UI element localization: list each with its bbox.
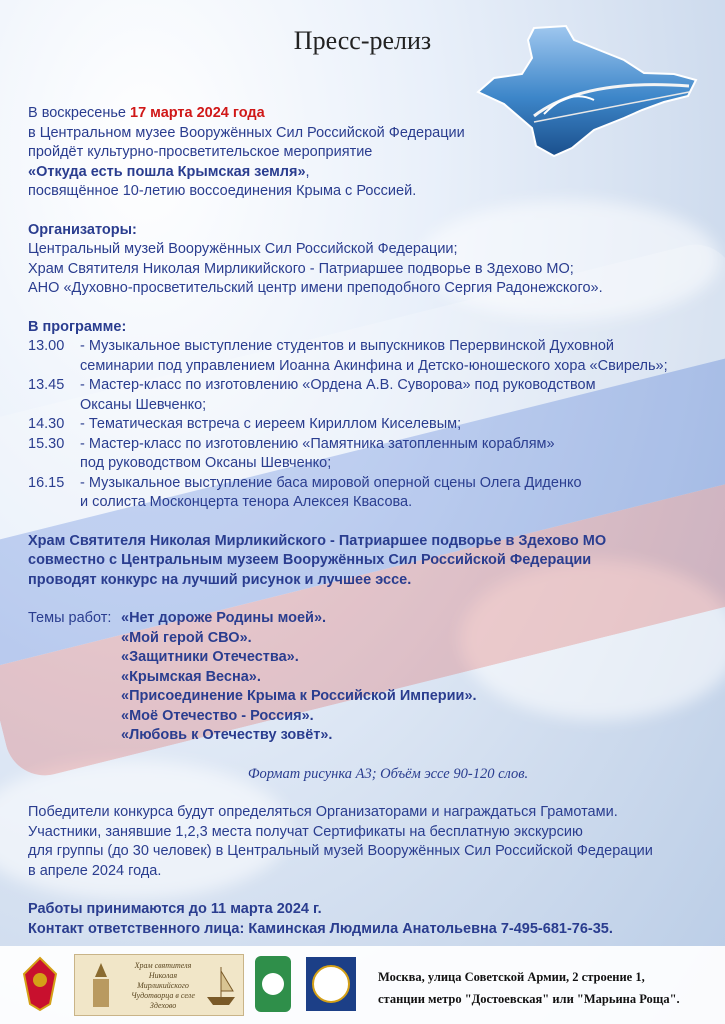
intro-line: посвящённое 10-летию воссоединения Крыма с Россией.: [28, 183, 417, 199]
intro-line: В воскресенье 17 марта 2024 года: [28, 105, 265, 121]
page-title: Пресс-релиз: [293, 26, 432, 55]
intro-line: «Откуда есть пошла Крымская земля»,: [28, 163, 310, 180]
ship-icon: [203, 963, 239, 1009]
museum-emblem-icon: [22, 956, 58, 1012]
themes-section: [28, 609, 708, 746]
theme-item: «Крымская Весна».: [121, 668, 261, 685]
temple-logo-image: Храм святителя Николая Мирликийского Чудотворца в селе Здехово: [74, 954, 244, 1016]
event-date: 17 марта 2024 года: [130, 105, 265, 121]
footer-bar: [0, 946, 725, 1024]
theme-item: «Защитники Отечества».: [121, 649, 299, 665]
theme-item: «Моё Отечество - Россия».: [121, 707, 314, 724]
deadline: Работы принимаются до 11 марта 2024 г.: [28, 901, 322, 917]
program-time: 16.15: [28, 474, 65, 491]
program-item: 16.15 - Музыкальное выступление баса мировой оперной сцены Олега Диденко: [28, 474, 708, 494]
program-time: 15.30: [28, 435, 65, 452]
contest-line: Храм Святителя Николая Мирликийского - Патриаршее подворье в Здехово МО: [28, 532, 607, 549]
address: [378, 966, 680, 1010]
program-heading: В программе:: [28, 318, 127, 335]
theme-item: «Присоединение Крыма к Российской Империи».: [121, 688, 477, 704]
press-release-body: [28, 104, 708, 939]
contest-line: проводят конкурс на лучший рисунок и лучшее эссе.: [28, 571, 412, 588]
winners-line: для группы (до 30 человек) в Центральный музей Вооружённых Сил Российской Федерации: [28, 843, 653, 859]
program-time: 13.00: [28, 338, 65, 354]
program-item: 14.30 - Тематическая встреча с иереем Кириллом Киселевым;: [28, 415, 708, 435]
format-note: Формат рисунка А3; Объём эссе 90-120 слов.: [247, 765, 529, 782]
contact-info: Контакт ответственного лица: Каминская Людмила Анатольевна 7-495-681-76-35.: [28, 920, 613, 937]
winners-line: в апреле 2024 года.: [28, 862, 162, 879]
organizers-heading: Организаторы:: [28, 221, 137, 238]
intro-line: в Центральном музее Вооружённых Сил Российской Федерации: [28, 124, 465, 141]
organizer-item: Центральный музей Вооружённых Сил Российской Федерации;: [28, 241, 458, 257]
address-line: станции метро "Достоевская" или "Марьина Роща".: [378, 992, 680, 1006]
program-time: 13.45: [28, 377, 65, 393]
program-item: 13.45 - Мастер-класс по изготовлению «Ордена А.В. Суворова» под руководством: [28, 376, 708, 396]
program-item: 15.30 - Мастер-класс по изготовлению «Памятника затопленным кораблям»: [28, 435, 708, 455]
organizer-item: АНО «Духовно-просветительский центр имени преподобного Сергия Радонежского».: [28, 280, 603, 296]
program-time: 14.30: [28, 416, 65, 432]
program-item-cont: под руководством Оксаны Шевченко;: [80, 455, 332, 471]
address-line: Москва, улица Советской Армии, 2 строение 1,: [378, 970, 645, 984]
contest-line: совместно с Центральным музеем Вооружённых Сил Российской Федерации: [28, 552, 592, 568]
theme-item: «Нет дороже Родины моей».: [121, 610, 327, 626]
program-item-cont: и солиста Москонцерта тенора Алексея Квасова.: [80, 494, 413, 510]
program-section: [28, 318, 708, 513]
themes-label: Темы работ:: [28, 610, 112, 626]
program-item-cont: семинарии под управлением Иоанна Акинфина и Детско-юношеского хора «Свирель»;: [80, 357, 668, 374]
organization-emblem-icon: [305, 956, 357, 1012]
church-icon: [81, 961, 121, 1009]
program-item-cont: Оксаны Шевченко;: [80, 396, 207, 413]
theme-item: «Мой герой СВО».: [121, 629, 252, 646]
theme-item: «Любовь к Отечеству зовёт».: [121, 727, 333, 743]
spiritual-center-emblem-icon: [253, 954, 293, 1014]
program-item: 13.00 - Музыкальное выступление студентов и выпускников Перервинской Духовной: [28, 337, 708, 357]
event-name: «Откуда есть пошла Крымская земля»: [28, 163, 306, 180]
intro-line: пройдёт культурно-просветительское мероприятие: [28, 144, 373, 160]
winners-line: Участники, занявшие 1,2,3 места получат Сертификаты на бесплатную экскурсию: [28, 823, 583, 840]
winners-line: Победители конкурса будут определяться Организаторами и награждаться Грамотами.: [28, 804, 618, 820]
organizer-item: Храм Святителя Николая Мирликийского - Патриаршее подворье в Здехово МО;: [28, 260, 574, 277]
